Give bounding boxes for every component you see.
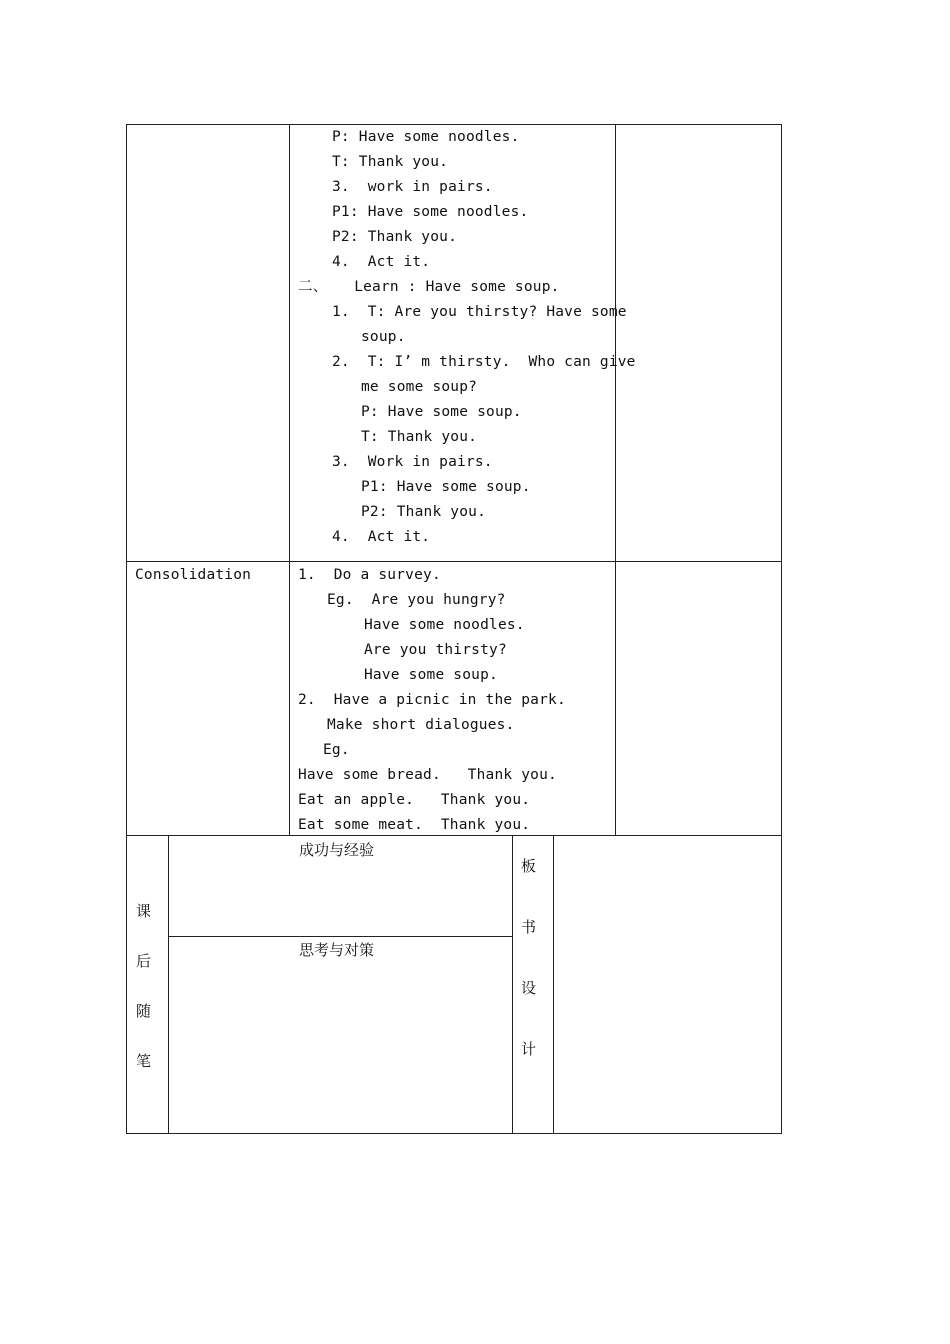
content-line: Have some soup. xyxy=(364,667,498,683)
row-divider-1 xyxy=(126,561,782,562)
content-line: Eat an apple. Thank you. xyxy=(298,792,531,808)
content-line: 1. Do a survey. xyxy=(298,567,441,583)
content-line: P1: Have some soup. xyxy=(361,479,531,495)
board-right-divider xyxy=(553,835,554,1134)
table-left-border xyxy=(126,124,127,1134)
content-line: Are you thirsty? xyxy=(364,642,507,658)
content-line: P: Have some soup. xyxy=(361,404,522,420)
content-line: 4. Act it. xyxy=(332,254,431,270)
label-char: 后 xyxy=(136,952,152,970)
success-experience-title: 成功与经验 xyxy=(299,841,375,859)
label-char: 笔 xyxy=(136,1052,152,1070)
content-line: P1: Have some noodles. xyxy=(332,204,529,220)
content-line: 1. T: Are you thirsty? Have some xyxy=(332,304,627,320)
label-char: 课 xyxy=(136,902,152,920)
content-line: P2: Thank you. xyxy=(361,504,487,520)
label-char: 板 xyxy=(521,857,537,875)
content-line: Have some bread. Thank you. xyxy=(298,767,557,783)
content-line: Eg. Are you hungry? xyxy=(327,592,506,608)
table-right-border xyxy=(781,124,782,1134)
content-line: soup. xyxy=(361,329,406,345)
notes-left-divider xyxy=(168,835,169,1134)
col-divider-1 xyxy=(289,124,290,836)
consolidation-label: Consolidation xyxy=(135,567,252,583)
label-char: 设 xyxy=(521,979,537,997)
reflection-strategy-title: 思考与对策 xyxy=(299,941,375,959)
content-line: 2. T: I’ m thirsty. Who can give xyxy=(332,354,636,370)
content-line: P2: Thank you. xyxy=(332,229,458,245)
content-line: T: Thank you. xyxy=(361,429,478,445)
col-divider-2 xyxy=(615,124,616,836)
label-char: 随 xyxy=(136,1002,152,1020)
content-line: P: Have some noodles. xyxy=(332,129,520,145)
section-heading: 二、 Learn : Have some soup. xyxy=(298,279,560,295)
content-line: Make short dialogues. xyxy=(327,717,515,733)
notes-divider xyxy=(168,936,513,937)
content-line: Eg. xyxy=(323,742,350,758)
label-char: 书 xyxy=(521,918,537,936)
board-left-divider xyxy=(512,835,513,1134)
table-bottom-border xyxy=(126,1133,782,1134)
label-char: 计 xyxy=(521,1040,537,1058)
content-line: me some soup? xyxy=(361,379,478,395)
content-line: 3. Work in pairs. xyxy=(332,454,493,470)
content-line: Have some noodles. xyxy=(364,617,525,633)
content-line: 3. work in pairs. xyxy=(332,179,493,195)
content-line: 4. Act it. xyxy=(332,529,431,545)
content-line: 2. Have a picnic in the park. xyxy=(298,692,566,708)
content-line: T: Thank you. xyxy=(332,154,449,170)
content-line: Eat some meat. Thank you. xyxy=(298,817,531,833)
